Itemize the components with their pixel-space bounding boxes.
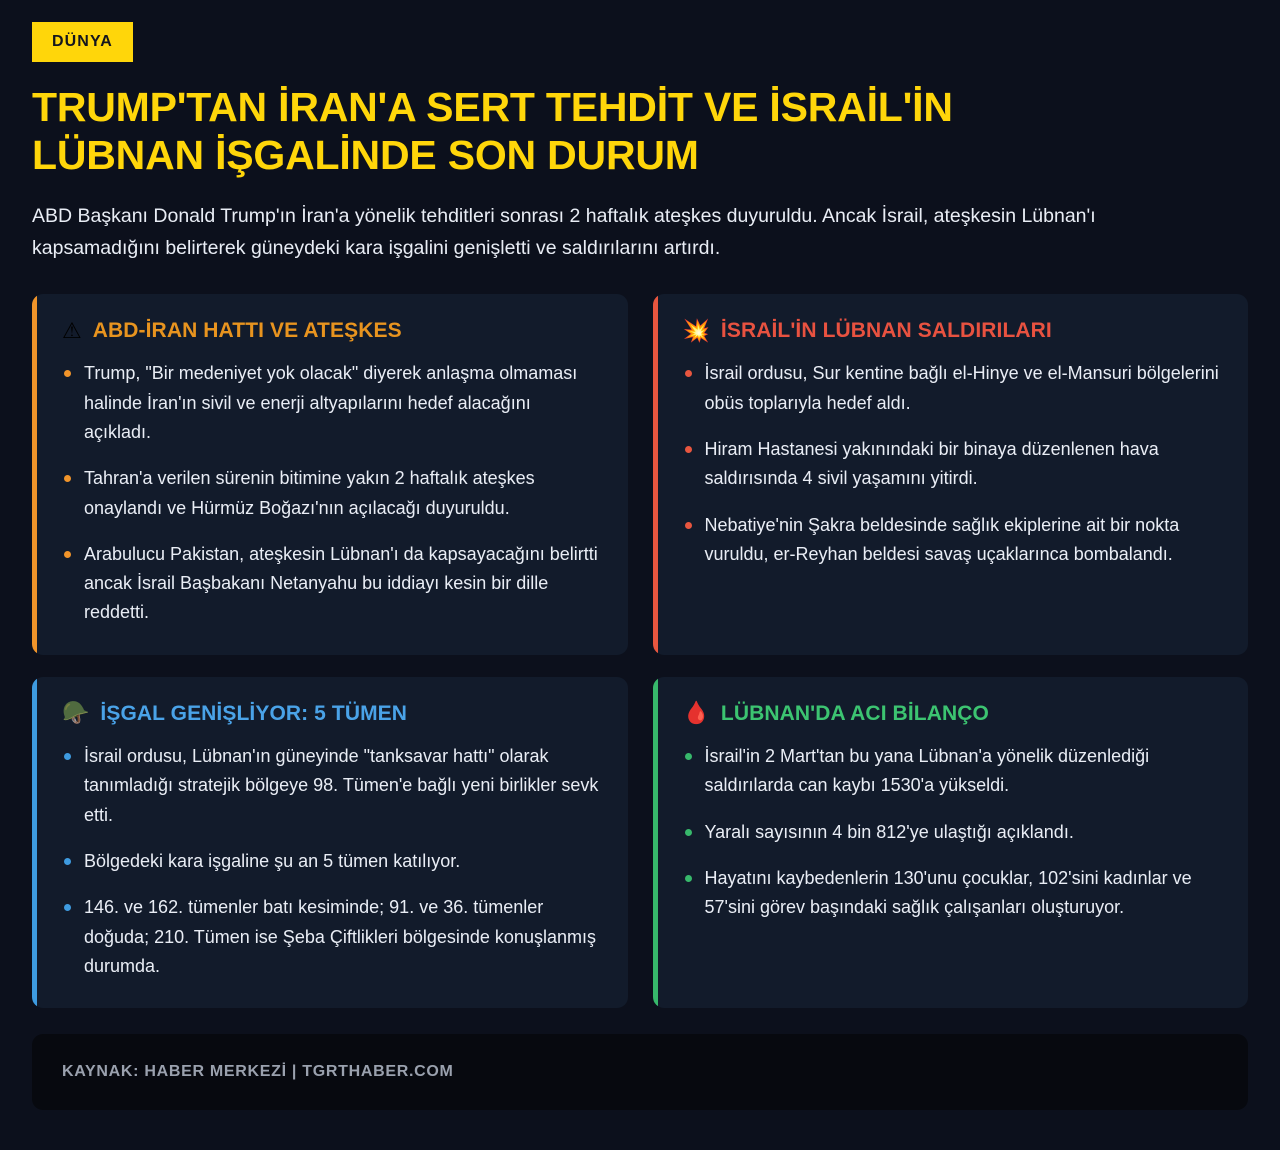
- list-item: Arabulucu Pakistan, ateşkesin Lübnan'ı da kapsayacağını belirtti ancak İsrail Başbakanı Netanyahu bu iddiayı kesin bir dille reddetti.: [62, 540, 600, 628]
- info-card: [32, 677, 628, 1008]
- card-header: [683, 319, 1221, 342]
- footer-bar: [32, 1034, 1248, 1110]
- card-accent-bar: [32, 294, 37, 655]
- list-item: 146. ve 162. tümenler batı kesiminde; 91. ve 36. tümenler doğuda; 210. Tümen ise Şeba Çiftlikleri bölgesinde konuşlanmış durumda.: [62, 893, 600, 981]
- page-title: TRUMP'TAN İRAN'A SERT TEHDİT VE İSRAİL'İN LÜBNAN İŞGALİNDE SON DURUM: [32, 84, 953, 178]
- card-accent-bar: [32, 677, 37, 1008]
- list-item: Yaralı sayısının 4 bin 812'ye ulaştığı açıklandı.: [683, 818, 1221, 847]
- source-label: KAYNAK: HABER MERKEZİ | TGRTHABER.COM: [62, 1063, 454, 1081]
- card-title: LÜBNAN'DA ACI BİLANÇO: [720, 701, 989, 725]
- info-card: [32, 294, 628, 655]
- list-item: İsrail'in 2 Mart'tan bu yana Lübnan'a yönelik düzenlediği saldırılarda can kaybı 1530'a yükseldi.: [683, 742, 1221, 801]
- card-accent-bar: [653, 294, 658, 655]
- info-card: [653, 294, 1249, 655]
- list-item: Bölgedeki kara işgaline şu an 5 tümen katılıyor.: [62, 847, 600, 876]
- card-title: ABD-İRAN HATTI VE ATEŞKES: [92, 319, 402, 343]
- card-bullet-list: [683, 742, 1221, 923]
- list-item: Hiram Hastanesi yakınındaki bir binaya düzenlenen hava saldırısında 4 sivil yaşamını yitirdi.: [683, 435, 1221, 494]
- category-badge: DÜNYA: [32, 22, 133, 62]
- card-header: [62, 702, 600, 725]
- card-title: İSRAİL'İN LÜBNAN SALDIRILARI: [720, 319, 1052, 343]
- list-item: Trump, "Bir medeniyet yok olacak" diyerek anlaşma olmaması halinde İran'ın sivil ve enerji altyapılarını hedef alacağını açıkladı.: [62, 359, 600, 447]
- card-grid: [32, 294, 1248, 1008]
- warning-triangle-icon: ⚠: [62, 317, 82, 343]
- info-card: [653, 677, 1249, 1008]
- summary-text: ABD Başkanı Donald Trump'ın İran'a yönelik tehditleri sonrası 2 haftalık ateşkes duyuruldu. Ancak İsrail, ateşkesin Lübnan'ı kapsamadığını belirterek güneydeki kara işgalini genişletti ve saldırılarını artırdı.: [32, 204, 1096, 259]
- card-bullet-list: [62, 742, 600, 981]
- list-item: Nebatiye'nin Şakra beldesinde sağlık ekiplerine ait bir nokta vuruldu, er-Reyhan beldesi savaş uçaklarınca bombalandı.: [683, 511, 1221, 570]
- card-title: İŞGAL GENİŞLİYOR: 5 TÜMEN: [100, 701, 408, 725]
- military-helmet-icon: 🪖: [62, 700, 90, 726]
- collision-explosion-icon: 💥: [682, 317, 710, 343]
- list-item: İsrail ordusu, Lübnan'ın güneyinde "tanksavar hattı" olarak tanımladığı stratejik bölgeye 98. Tümen'e bağlı yeni birlikler sevk etti.: [62, 742, 600, 830]
- card-header: [683, 702, 1221, 725]
- blood-drop-icon: 🩸: [682, 700, 710, 726]
- card-accent-bar: [653, 677, 658, 1008]
- card-header: [62, 319, 600, 342]
- list-item: İsrail ordusu, Sur kentine bağlı el-Hinye ve el-Mansuri bölgelerini obüs toplarıyla hedef aldı.: [683, 359, 1221, 418]
- card-bullet-list: [683, 359, 1221, 569]
- list-item: Tahran'a verilen sürenin bitimine yakın 2 haftalık ateşkes onaylandı ve Hürmüz Boğazı'nın açılacağı duyuruldu.: [62, 464, 600, 523]
- card-bullet-list: [62, 359, 600, 628]
- list-item: Hayatını kaybedenlerin 130'unu çocuklar, 102'sini kadınlar ve 57'sini görev başındaki sağlık çalışanları oluşturuyor.: [683, 864, 1221, 923]
